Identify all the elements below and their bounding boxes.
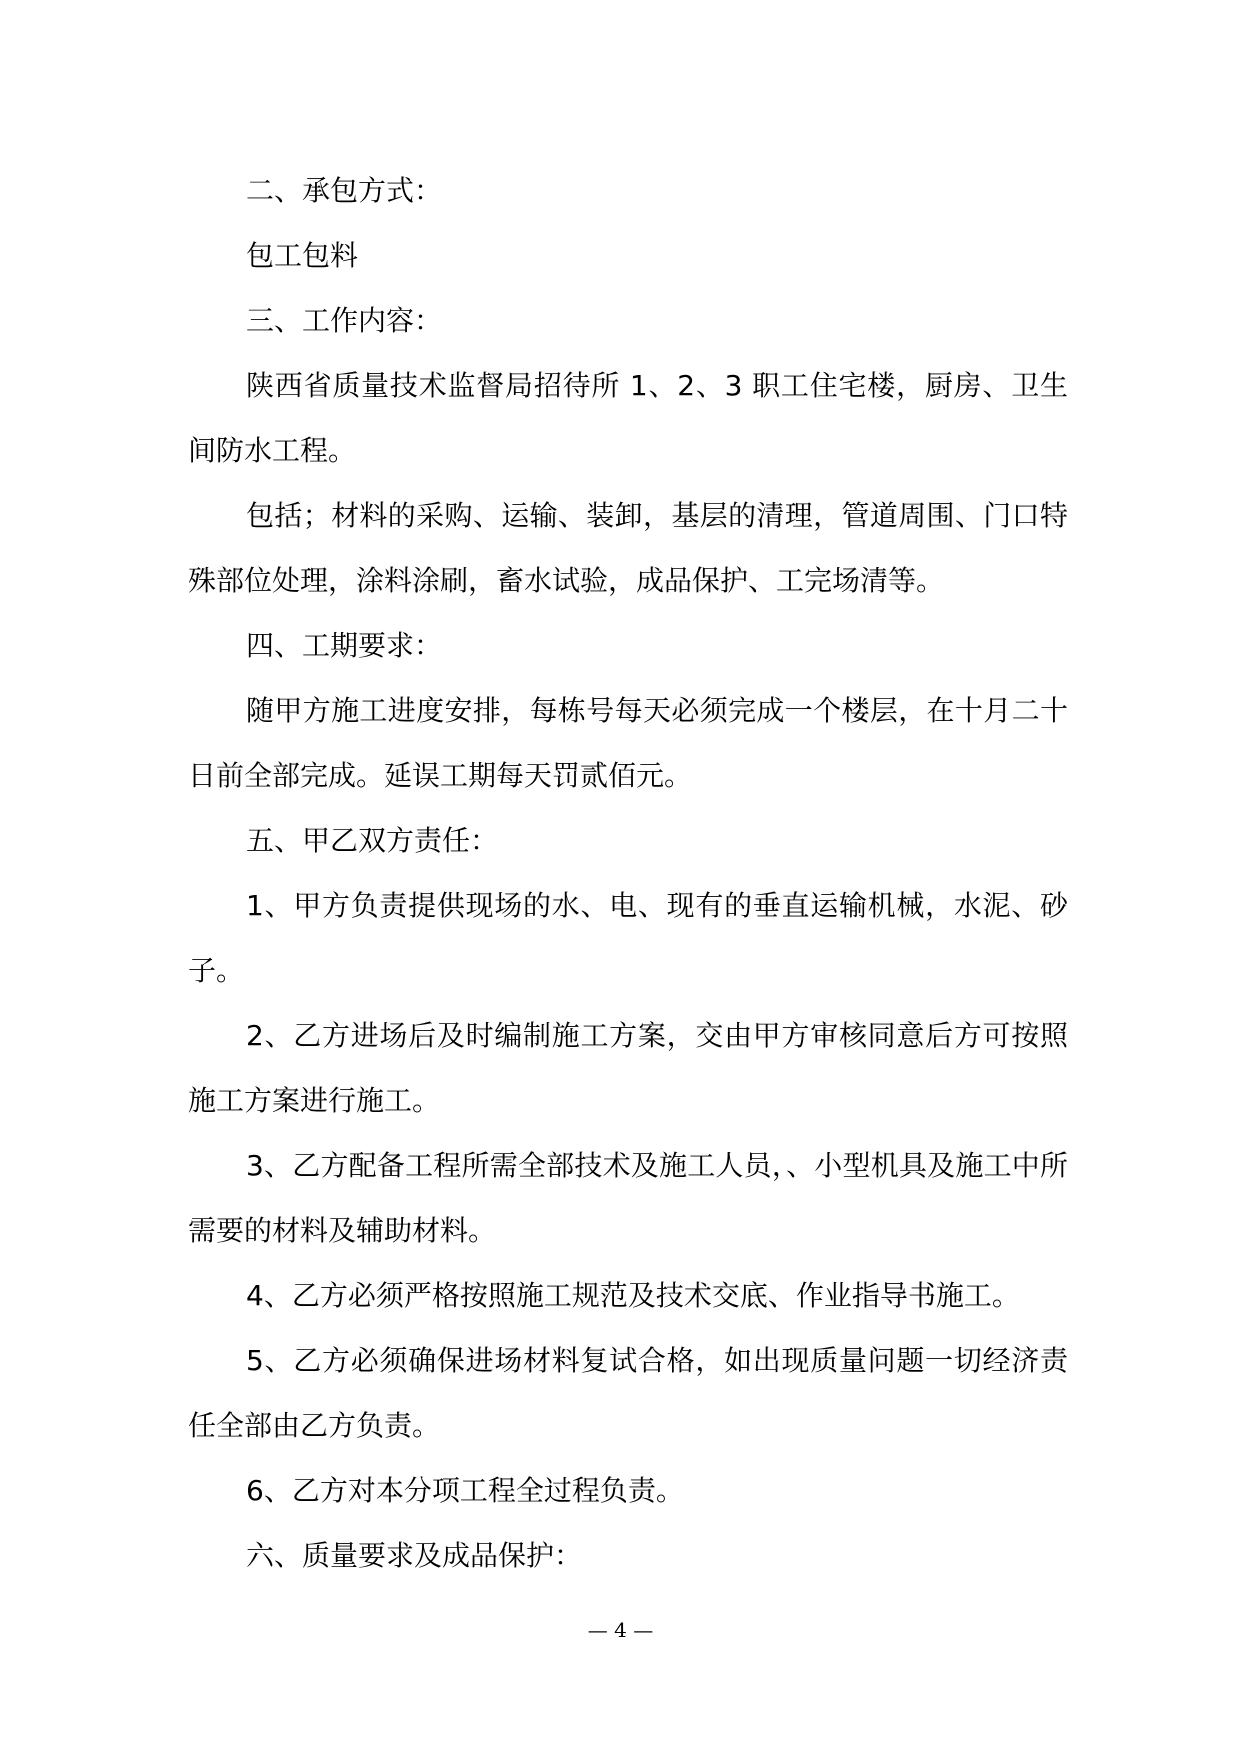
document-body: [188, 158, 1068, 1588]
page-number: — 4 —: [587, 1618, 654, 1642]
paragraph-schedule: 随甲方施工进度安排，每栋号每天必须完成一个楼层，在十月二十日前全部完成。延误工期每天罚贰佰元。: [188, 694, 1068, 792]
paragraph-work-items: 包括；材料的采购、运输、装卸，基层的清理，管道周围、门口特殊部位处理，涂料涂刷，畜水试验，成品保护、工完场清等。: [188, 499, 1068, 597]
list-item-responsibility-4: 4、乙方必须严格按照施工规范及技术交底、作业指导书施工。: [246, 1279, 1020, 1312]
heading-schedule: 四、工期要求：: [246, 629, 443, 662]
list-item-responsibility-3: 3、乙方配备工程所需全部技术及施工人员，、小型机具及施工中所需要的材料及辅助材料。: [188, 1149, 1068, 1247]
heading-responsibilities: 五、甲乙双方责任：: [246, 824, 499, 857]
heading-quality-requirements: 六、质量要求及成品保护：: [246, 1539, 583, 1572]
paragraph-project-scope: 陕西省质量技术监督局招待所 1、2、3 职工住宅楼，厨房、卫生间防水工程。: [188, 369, 1068, 467]
list-item-responsibility-6: 6、乙方对本分项工程全过程负责。: [246, 1474, 684, 1507]
heading-work-content: 三、工作内容：: [246, 304, 443, 337]
list-item-responsibility-5: 5、乙方必须确保进场材料复试合格，如出现质量问题一切经济责任全部由乙方负责。: [188, 1344, 1068, 1442]
heading-contract-method: 二、承包方式：: [246, 174, 443, 207]
list-item-responsibility-2: 2、乙方进场后及时编制施工方案，交由甲方审核同意后方可按照施工方案进行施工。: [188, 1019, 1068, 1117]
list-item-responsibility-1: 1、甲方负责提供现场的水、电、现有的垂直运输机械，水泥、砂子。: [188, 889, 1068, 987]
paragraph-contract-method: 包工包料: [246, 239, 359, 272]
